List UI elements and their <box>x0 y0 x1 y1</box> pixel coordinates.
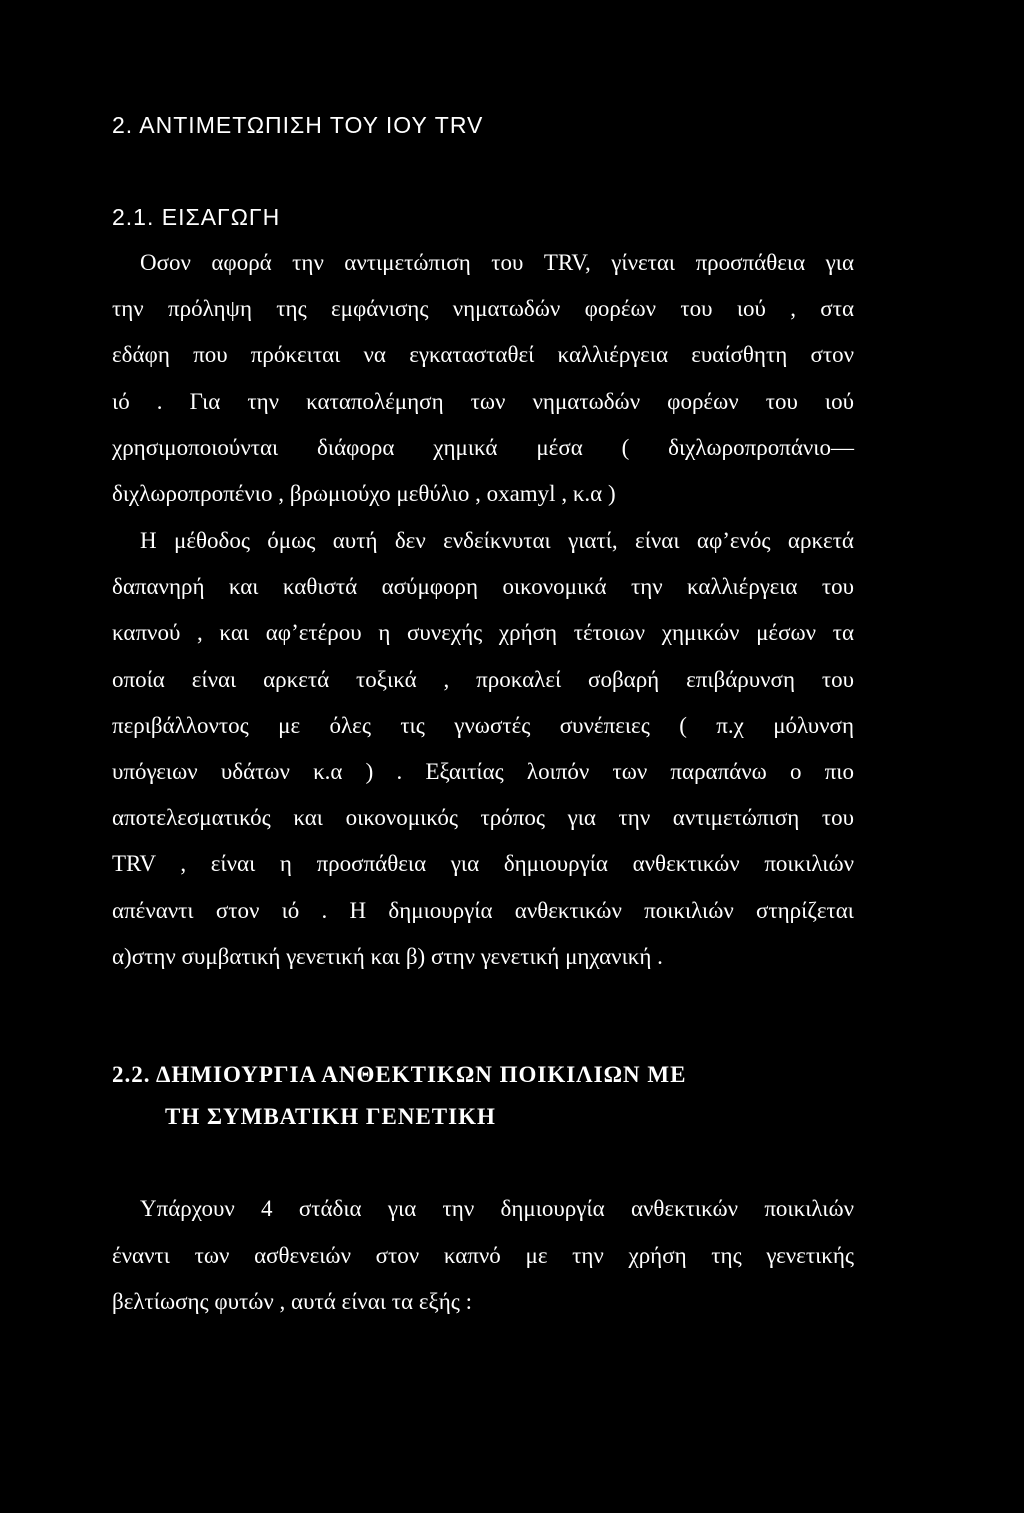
subsection-heading-continued: ΤΗ ΣΥΜΒΑΤΙΚΗ ΓΕΝΕΤΙΚΗ <box>165 1104 496 1129</box>
paragraph-line: Η μέθοδος όμως αυτή δεν ενδείκνυται γιατί, είναι αφ’ενός αρκετά <box>140 528 854 553</box>
paragraph-line: απέναντι στον ιό . Η δημιουργία ανθεκτικών ποικιλιών στηρίζεται <box>112 897 854 923</box>
paragraph-line: Υπάρχουν 4 στάδια για την δημιουργία ανθεκτικών ποικιλιών <box>140 1196 854 1221</box>
intro-paragraph-2 <box>112 518 854 980</box>
paragraph-line: TRV , είναι η προσπάθεια για δημιουργία ανθεκτικών ποικιλιών <box>112 851 854 877</box>
paragraph-line: οποία είναι αρκετά τοξικά , προκαλεί σοβαρή επιβάρυνση του <box>112 666 854 692</box>
subsection-paragraph <box>112 1186 854 1326</box>
paragraph-line: αποτελεσματικός και οικονομικός τρόπος για την αντιμετώπιση του <box>112 805 854 831</box>
paragraph-line: α)στην συμβατική γενετική και β) στην γενετική μηχανική . <box>112 943 663 969</box>
section-heading: 2. ΑΝΤΙΜΕΤΩΠΙΣΗ ΤΟΥ ΙΟΥ TRV <box>112 112 484 138</box>
paragraph-line: Οσον αφορά την αντιμετώπιση του TRV, γίνεται προσπάθεια για <box>140 250 854 275</box>
paragraph-line: υπόγειων υδάτων κ.α ) . Εξαιτίας λοιπόν των παραπάνω ο πιο <box>112 758 854 784</box>
paragraph-line: δαπανηρή και καθιστά ασύμφορη οικονομικά την καλλιέργεια του <box>112 574 854 600</box>
paragraph-line: χρησιμοποιούνται διάφορα χημικά μέσα ( διχλωροπροπάνιο— <box>112 434 854 460</box>
paragraph-line: διχλωροπροπένιο , βρωμιούχο μεθύλιο , oxamyl , κ.α ) <box>112 480 616 506</box>
paragraph-line: περιβάλλοντος με όλες τις γνωστές συνέπειες ( π.χ μόλυνση <box>112 712 854 738</box>
subsection-heading: 2.2. ΔΗΜΙΟΥΡΓΙΑ ΑΝΘΕΚΤΙΚΩΝ ΠΟΙΚΙΛΙΩΝ ΜΕ <box>112 1062 687 1087</box>
paragraph-line: ιό . Για την καταπολέμηση των νηματωδών φορέων του ιού <box>112 388 854 414</box>
paragraph-line: καπνού , και αφ’ετέρου η συνεχής χρήση τέτοιων χημικών μέσων τα <box>112 620 854 646</box>
paragraph-line: βελτίωσης φυτών , αυτά είναι τα εξής : <box>112 1289 473 1314</box>
intro-heading: 2.1. ΕΙΣΑΓΩΓΗ <box>112 204 281 230</box>
intro-paragraph-1 <box>112 240 854 517</box>
paragraph-line: έναντι των ασθενειών στον καπνό με την χρήση της γενετικής <box>112 1242 854 1268</box>
paragraph-line: την πρόληψη της εμφάνισης νηματωδών φορέων του ιού , στα <box>112 296 854 322</box>
paragraph-line: εδάφη που πρόκειται να εγκατασταθεί καλλιέργεια ευαίσθητη στον <box>112 342 854 368</box>
